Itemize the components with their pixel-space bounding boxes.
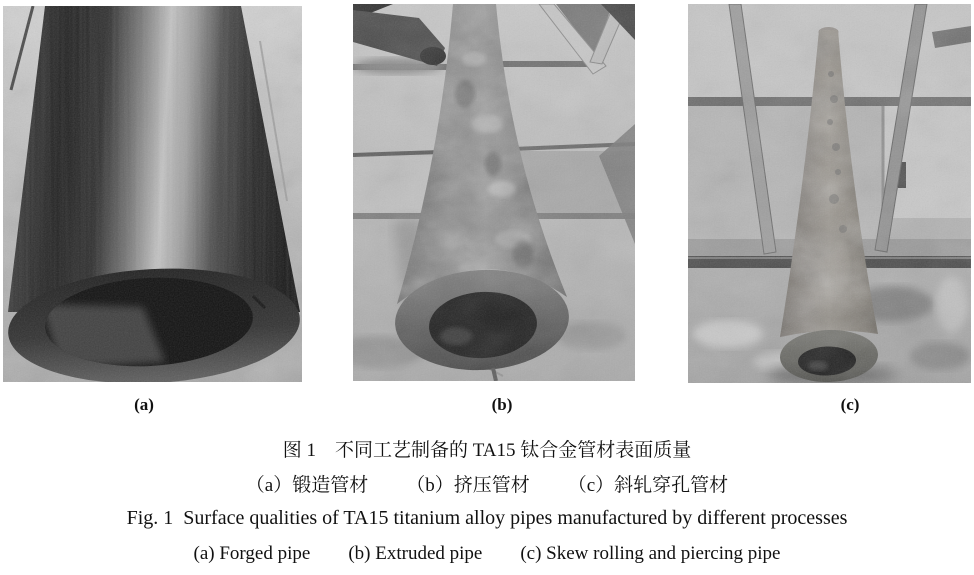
- photo-skew-rolled-pipe: [688, 4, 971, 383]
- caption-zh-subitems: [0, 473, 974, 498]
- caption-en-item-b: (b) Extruded pipe: [348, 543, 483, 564]
- caption-en-item-a: (a) Forged pipe: [193, 543, 311, 564]
- panel-label-c: (c): [840, 395, 860, 414]
- caption-en-item-c: (c) Skew rolling and piercing pipe: [520, 543, 781, 564]
- caption-zh-item-a: （a）锻造管材: [245, 475, 369, 496]
- caption-zh-item-b: （b）挤压管材: [406, 475, 530, 496]
- photo-forged-pipe: [3, 6, 302, 382]
- caption-en-subitems: [0, 541, 974, 566]
- caption-zh-item-c: （c）斜轧穿孔管材: [567, 475, 729, 496]
- panel-label-b: (b): [491, 395, 513, 414]
- panel-b: [353, 4, 635, 381]
- panel-label-a: (a): [134, 395, 154, 414]
- caption-en-title: Fig. 1 Surface qualities of TA15 titanium alloy pipes manufactured by different processes: [126, 507, 848, 529]
- panel-c: [688, 4, 971, 383]
- photo-extruded-pipe: [353, 4, 635, 381]
- panel-a: [3, 6, 302, 382]
- caption-zh-title: 图 1 不同工艺制备的 TA15 钛合金管材表面质量: [282, 440, 692, 461]
